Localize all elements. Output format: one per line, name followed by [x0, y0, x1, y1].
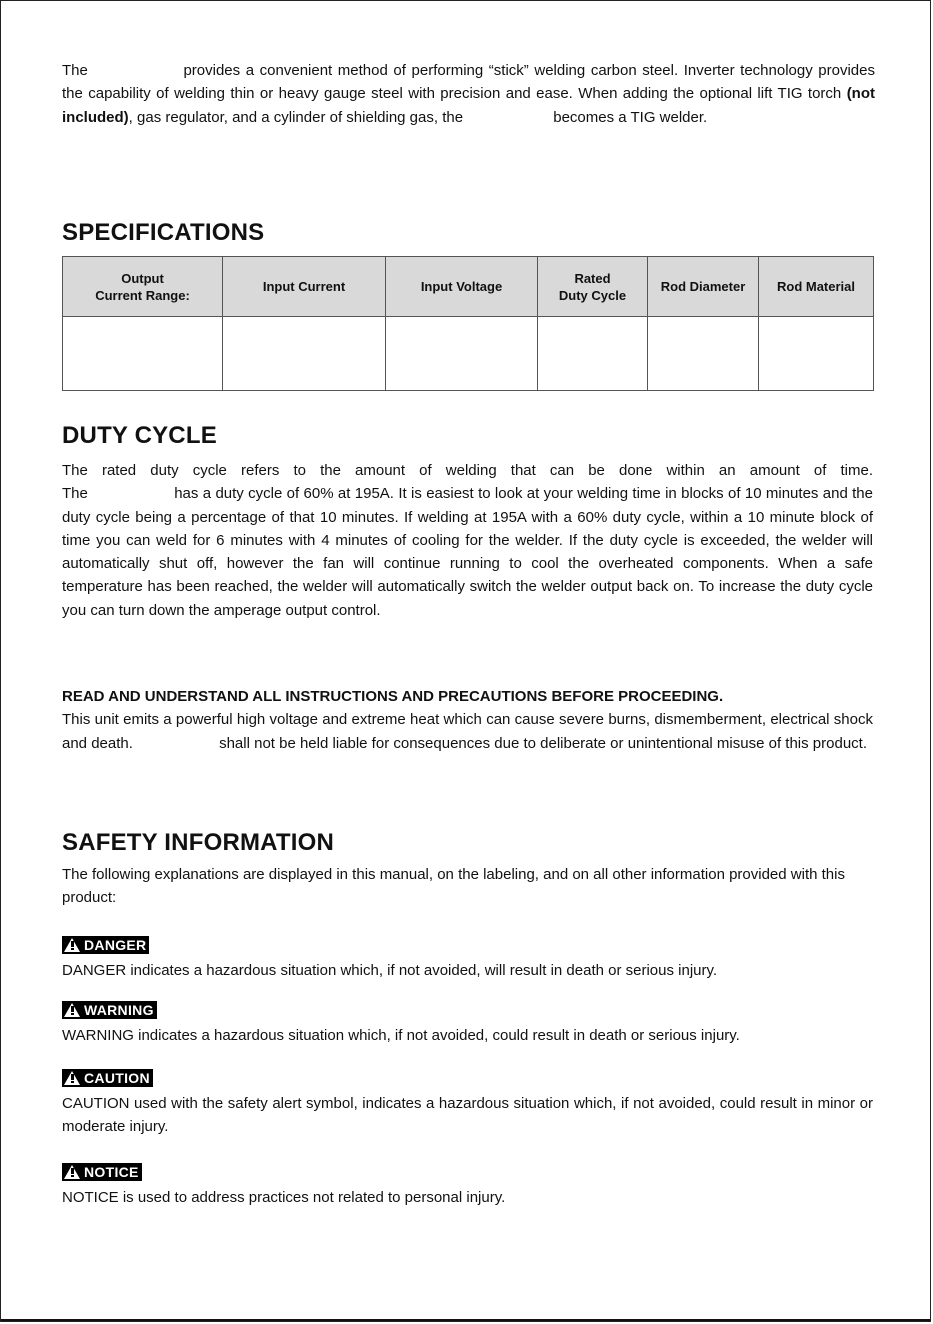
read-notice-text-a: This unit emits a powerful high voltage and extreme heat which can cause severe burns, dismemberment, electrical shock and death.	[62, 711, 873, 752]
safety-intro-paragraph	[62, 863, 873, 910]
specifications-heading: SPECIFICATIONS	[62, 219, 265, 246]
intro-text-2: provides a convenient method of performing “stick” welding carbon steel. Inverter technology provides the capability of welding thin or heavy gauge steel with precision and ease. When adding the optional lift TIG torch	[62, 62, 875, 103]
specifications-table	[62, 256, 874, 391]
caution-signal-label: CAUTION	[62, 1069, 153, 1087]
intro-text-1: The	[62, 62, 88, 79]
warning-triangle-icon	[64, 938, 80, 952]
table-cell	[759, 317, 874, 391]
warning-triangle-icon	[64, 1003, 80, 1017]
read-instructions-notice	[62, 685, 873, 755]
duty-cycle-heading: DUTY CYCLE	[62, 422, 217, 449]
table-cell	[538, 317, 648, 391]
caution-block	[62, 1069, 873, 1139]
read-notice-text-b: shall not be held liable for consequences due to deliberate or unintentional misuse of this product.	[219, 734, 867, 752]
notice-description: NOTICE is used to address practices not related to personal injury.	[62, 1189, 506, 1206]
duty-cycle-paragraph	[62, 459, 873, 622]
duty-cycle-line-1: The rated duty cycle refers to the amount of welding that can be done within an amount of time.	[62, 462, 873, 479]
col-input-voltage: Input Voltage	[386, 257, 538, 317]
intro-not-included: (not included)	[62, 85, 876, 126]
read-instructions-heading: READ AND UNDERSTAND ALL INSTRUCTIONS AND PRECAUTIONS BEFORE PROCEEDING.	[62, 688, 724, 705]
danger-block	[62, 936, 873, 982]
col-input-current: Input Current	[223, 257, 386, 317]
intro-text-3: , gas regulator, and a cylinder of shielding gas, the	[128, 108, 464, 126]
table-row	[63, 317, 874, 391]
safety-information-heading: SAFETY INFORMATION	[62, 829, 335, 856]
page-bottom-border	[1, 1319, 930, 1321]
caution-description: CAUTION used with the safety alert symbol, indicates a hazardous situation which, if not avoided, could result in minor or moderate injury.	[62, 1095, 873, 1136]
col-rod-diameter: Rod Diameter	[648, 257, 759, 317]
table-cell	[63, 317, 223, 391]
warning-description: WARNING indicates a hazardous situation which, if not avoided, could result in death or serious injury.	[62, 1027, 740, 1044]
warning-triangle-icon	[64, 1165, 80, 1179]
duty-cycle-text-b: has a duty cycle of 60% at 195A. It is easiest to look at your welding time in blocks of 10 minutes and the duty cycle being a percentage of that 10 minutes. If welding at 195A with a 60% duty cycle, within a 10 minute block of time you can weld for 6 minutes with 4 minutes of cooling for the welder. If the duty cycle is exceeded, the welder will automatically shut off, however the fan will continue running to cool the overheated components. When a safe temperature has been reached, the welder will automatically switch the welder output back on. To increase the duty cycle you can turn down the amperage output control.	[62, 485, 873, 619]
table-cell	[386, 317, 538, 391]
danger-description: DANGER indicates a hazardous situation which, if not avoided, will result in death or serious injury.	[62, 962, 718, 979]
col-rod-material: Rod Material	[759, 257, 874, 317]
col-output-current-range: Output Current Range:	[63, 257, 223, 317]
table-header-row	[63, 257, 874, 317]
warning-block	[62, 1001, 873, 1047]
safety-intro-text: The following explanations are displayed in this manual, on the labeling, and on all other information provided with this product:	[62, 866, 845, 907]
notice-signal-label: NOTICE	[62, 1163, 142, 1181]
table-cell	[648, 317, 759, 391]
col-rated-duty-cycle: Rated Duty Cycle	[538, 257, 648, 317]
intro-text-4: becomes a TIG welder.	[553, 108, 708, 126]
table-cell	[223, 317, 386, 391]
notice-block	[62, 1163, 873, 1209]
danger-signal-label: DANGER	[62, 936, 149, 954]
duty-cycle-text-a: The	[62, 485, 88, 503]
warning-triangle-icon	[64, 1071, 80, 1085]
intro-paragraph	[62, 59, 875, 129]
warning-signal-label: WARNING	[62, 1001, 157, 1019]
